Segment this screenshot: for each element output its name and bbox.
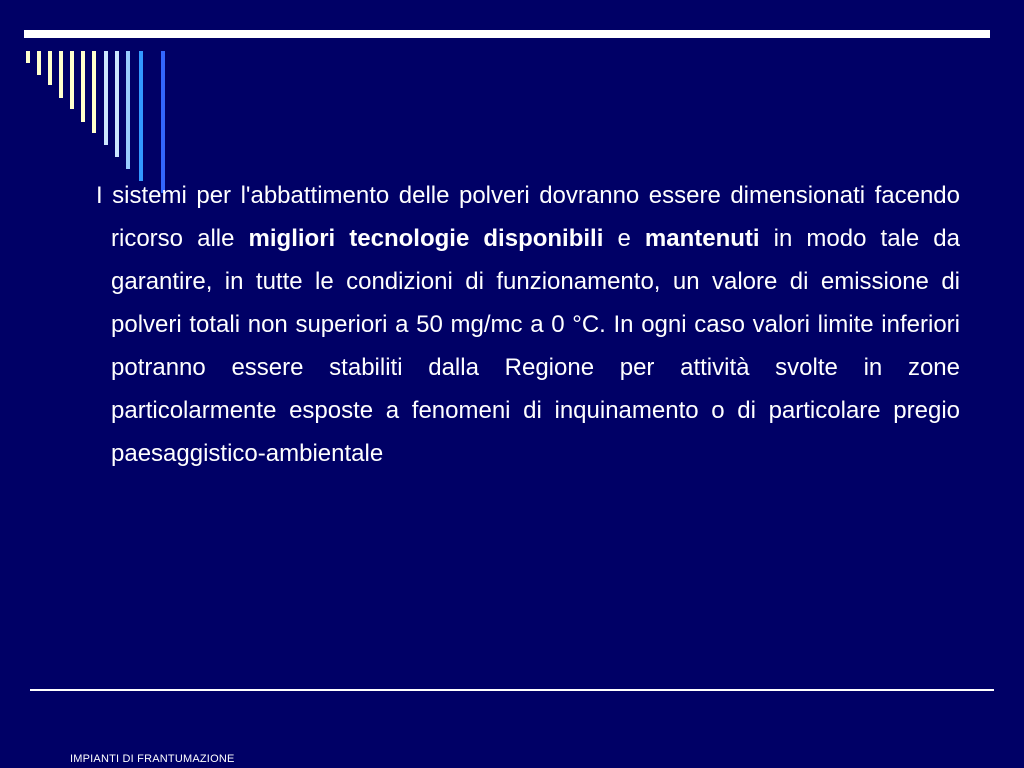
decorative-stripes bbox=[0, 0, 200, 200]
stripe-2 bbox=[37, 51, 41, 75]
body-bold-1: migliori tecnologie disponibili bbox=[248, 225, 604, 252]
stripe-3 bbox=[48, 51, 52, 85]
body-text-2: e bbox=[603, 225, 645, 252]
footer-title: IMPIANTI DI FRANTUMAZIONE bbox=[70, 753, 235, 765]
stripe-10 bbox=[126, 51, 130, 169]
body-paragraph bbox=[96, 174, 960, 475]
stripe-1 bbox=[26, 51, 30, 63]
body-text-3: in modo tale da garantire, in tutte le condizioni di funzionamento, un valore di emissione di polveri totali non superiori a 50 mg/mc a 0 °C. In ogni caso valori limite inferiori potranno essere stabiliti dalla Regione per attività svolte in zone particolarmente esposte a fenomeni di inquinamento o di particolare pregio paesaggistico-ambientale bbox=[111, 225, 961, 467]
stripe-6 bbox=[81, 51, 85, 122]
stripe-4 bbox=[59, 51, 63, 98]
stripe-12 bbox=[161, 51, 165, 193]
stripe-8 bbox=[104, 51, 108, 145]
stripe-7 bbox=[92, 51, 96, 133]
bottom-divider-line bbox=[30, 689, 994, 691]
body-bold-2: mantenuti bbox=[644, 225, 760, 252]
stripe-11 bbox=[139, 51, 143, 181]
stripe-9 bbox=[115, 51, 119, 157]
body-text-1: I sistemi per l'abbattimento delle polveri dovranno essere dimensionati facendo ricorso alle bbox=[96, 182, 960, 252]
stripe-5 bbox=[70, 51, 74, 109]
